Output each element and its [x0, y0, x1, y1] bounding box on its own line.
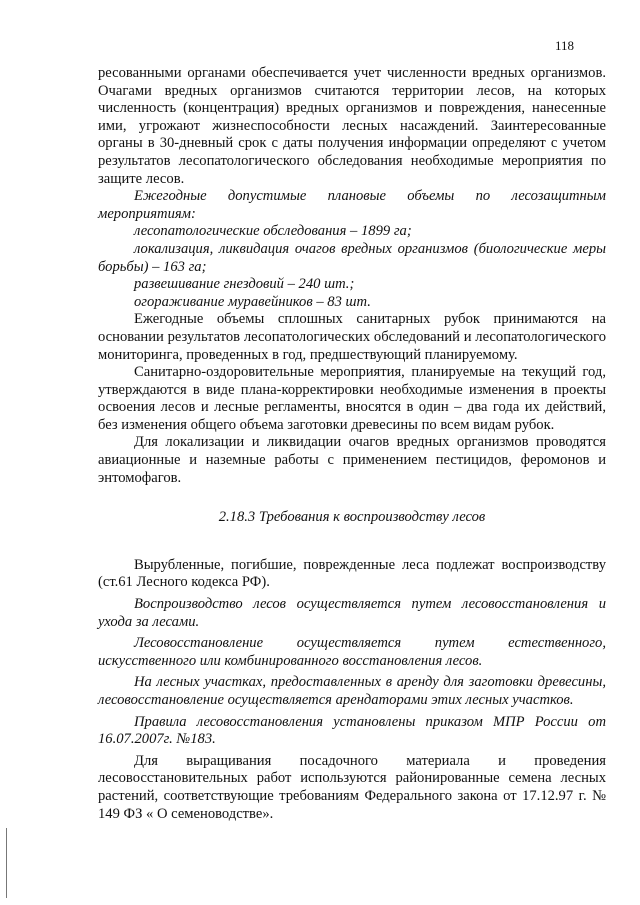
scan-edge-line — [6, 828, 7, 898]
list-item-survey: лесопатологические обследования – 1899 га; — [134, 223, 412, 240]
paragraph-annual-volumes-intro: Ежегодные допустимые плановые объемы по лесозащитным мероприятиям: — [98, 188, 606, 222]
page-body — [98, 65, 606, 823]
paragraph-reproduction-methods: Воспроизводство лесов осуществляется путем лесовосстановления и ухода за лесами. — [98, 596, 606, 630]
page-number: 118 — [554, 38, 574, 53]
paragraph-lease-reforestation: На лесных участках, предоставленных в аренду для заготовки древесины, лесовосстановление осуществляется арендаторами этих лесных участков. — [98, 674, 606, 708]
paragraph-pest-accounting: ресованными органами обеспечивается учет численности вредных организмов. Очагами вредных организмов считаются территории лесов, на которых численность (концентрация) вредных организмов и повреждения, нанесенные ими, угрожают жизнеспособности лесных насаждений. Заинтересованные органы в 30-дневный срок с даты получения информации определяют с учетом результатов лесопатологического обследования необходимые мероприятия по защите лесов. — [98, 65, 606, 187]
section-heading: 2.18.3 Требования к воспроизводству лесов — [218, 509, 486, 526]
paragraph-reforestation-types: Лесовосстановление осуществляется путем естественного, искусственного или комбинированного восстановления лесов. — [98, 635, 606, 669]
paragraph-sanitary-felling: Ежегодные объемы сплошных санитарных рубок принимаются на основании результатов лесопатологических обследований и лесопатологического мониторинга, проведенных в год, предшествующий планируемому. — [98, 311, 606, 363]
paragraph-reforestation-rules: Правила лесовосстановления установлены приказом МПР России от 16.07.2007г. №183. — [98, 713, 606, 748]
paragraph-aviation-works: Для локализации и ликвидации очагов вредных организмов проводятся авиационные и наземные работы с применением пестицидов, феромонов и энтомофагов. — [98, 434, 606, 486]
paragraph-seed-material: Для выращивания посадочного материала и проведения лесовосстановительных работ используются районированные семена лесных растений, соответствующие требованиям Федерального закона от 17.12.97 г. № 149 ФЗ « О семеноводстве». — [98, 752, 606, 822]
paragraph-sanitary-measures: Санитарно-оздоровительные мероприятия, планируемые на текущий год, утверждаются в виде плана-корректировки необходимые изменения в проекты освоения лесов и лесные регламенты, вносятся в один – два года их действий, без изменения общего объема заготовки древесины по всем видам рубок. — [98, 364, 606, 433]
list-item-anthill-fencing: огораживание муравейников – 83 шт. — [134, 293, 371, 310]
list-item-nest-boxes: развешивание гнездовий – 240 шт.; — [134, 276, 355, 293]
list-item-localization: локализация, ликвидация очагов вредных организмов (биологические меры борьбы) – 163 га; — [98, 240, 606, 275]
paragraph-reproduction-required: Вырубленные, погибшие, поврежденные леса подлежат воспроизводству (ст.61 Лесного кодекса РФ). — [98, 556, 606, 591]
